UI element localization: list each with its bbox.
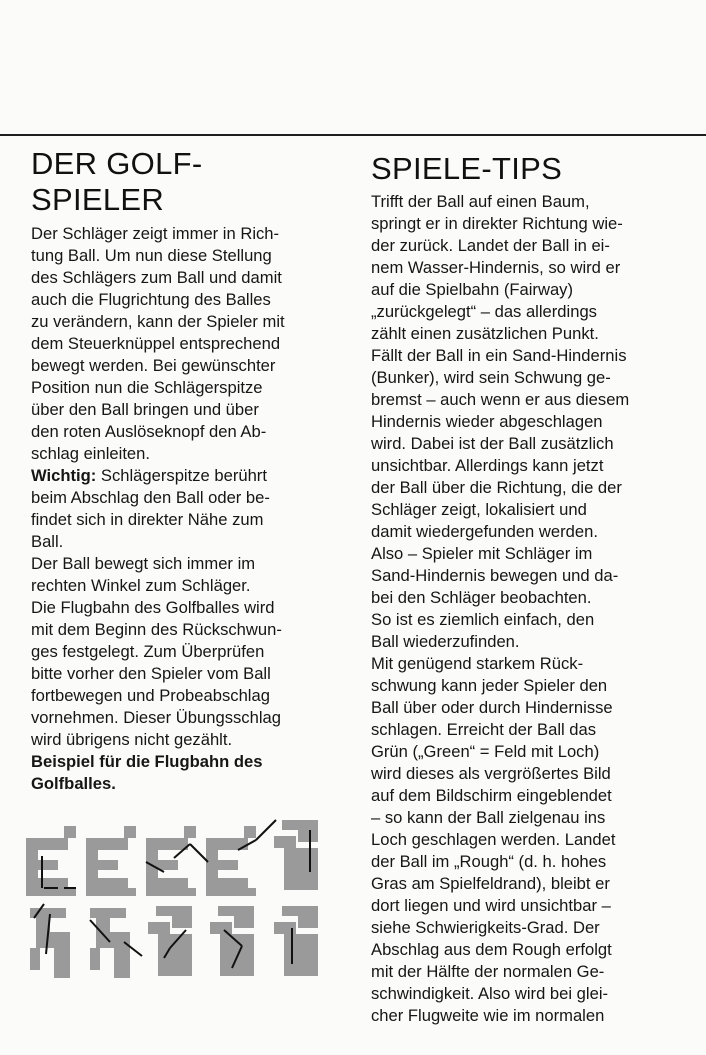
- flight-path-diagram: [24, 818, 334, 983]
- golfer-sprite: [274, 906, 318, 976]
- golfer-heading: DER GOLF- SPIELER: [31, 146, 203, 217]
- ball-path-line: [190, 844, 208, 862]
- ball-path-line: [256, 820, 276, 840]
- golfer-sprite: [26, 826, 76, 896]
- golfer-sprite: [274, 820, 318, 890]
- golfer-sprites-top-row: [26, 820, 318, 896]
- top-rule: [0, 134, 706, 136]
- example-caption: Beispiel für die Flugbahn des Golfballes.: [31, 752, 263, 793]
- important-label: Wichtig:: [31, 466, 97, 485]
- important-text: Schlägerspitze berührt beim Abschlag den Ball oder be- findet sich in direkter Nähe zum Ball.: [31, 466, 270, 551]
- golfer-sprite: [206, 826, 256, 896]
- golfer-sprite: [210, 906, 254, 976]
- right-column: [371, 146, 671, 1027]
- golfer-sprite: [86, 826, 136, 896]
- tips-heading: SPIELE-TIPS: [371, 151, 563, 186]
- flight-path-figure: [24, 818, 334, 983]
- golfer-sprite: [146, 826, 196, 896]
- tips-body: Trifft der Ball auf einen Baum, springt er in direkter Richtung wie- der zurück. Landet der Ball in ei- nem Wasser-Hindernis, so wird er auf die Spielbahn (Fairway) „zurückgelegt“ – das allerdings zählt einen zusätzlichen Punkt. Fällt der Ball in ein Sand-Hindernis (Bunker), wird sein Schwung ge- bremst – auch wenn er aus diesem Hindernis wieder abgeschlagen wird. Dabei ist der Ball zusätzlich unsichtbar. Allerdings kann jetzt der Ball über die Richtung, die der Schläger zeigt, lokalisiert und damit wiedergefunden werden. Also – Spieler mit Schläger im Sand-Hindernis bewegen und da- bei den Schläger beobachten. So ist es ziemlich einfach, den Ball wiederzufinden. Mit genügend starkem Rück- schwung kann jeder Spieler den Ball über oder durch Hindernisse schlagen. Erreicht der Ball das Grün („Green“ = Feld mit Loch) wird dieses als vergrößertes Bild auf dem Bildschirm eingeblendet – so kann der Ball zielgenau ins Loch geschlagen werden. Landet der Ball im „Rough“ (d. h. hohes Gras am Spielfeldrand), bleibt er dort liegen und wird unsichtbar – siehe Schwierigkeits-Grad. Der Abschlag aus dem Rough erfolgt mit der Hälfte der normalen Ge- schwindigkeit. Also wird bei glei- cher Flugweite wie im normalen: [371, 192, 630, 1025]
- golfer-paragraph-1: Der Schläger zeigt immer in Rich- tung Ball. Um nun diese Stellung des Schlägers zum Ball und damit auch die Flugrichtung des Balles zu verändern, kann der Spieler mit dem Steuerknüppel entsprechend bewegt werden. Bei gewünschter Position nun die Schlägerspitze über den Ball bringen und über den roten Auslöseknopf den Ab- schlag einleiten.: [31, 224, 285, 463]
- golfer-sprite: [148, 906, 192, 976]
- important-note: [31, 465, 331, 553]
- left-column: [31, 146, 331, 795]
- golfer-paragraph-2: Der Ball bewegt sich immer im rechten Winkel zum Schläger. Die Flugbahn des Golfballes wird mit dem Beginn des Rückschwun- ges festgelegt. Zum Überprüfen bitte vorher den Spieler vom Ball fortbewegen und Probeabschlag vornehmen. Dieser Übungsschlag wird übrigens nicht gezählt.: [31, 554, 282, 749]
